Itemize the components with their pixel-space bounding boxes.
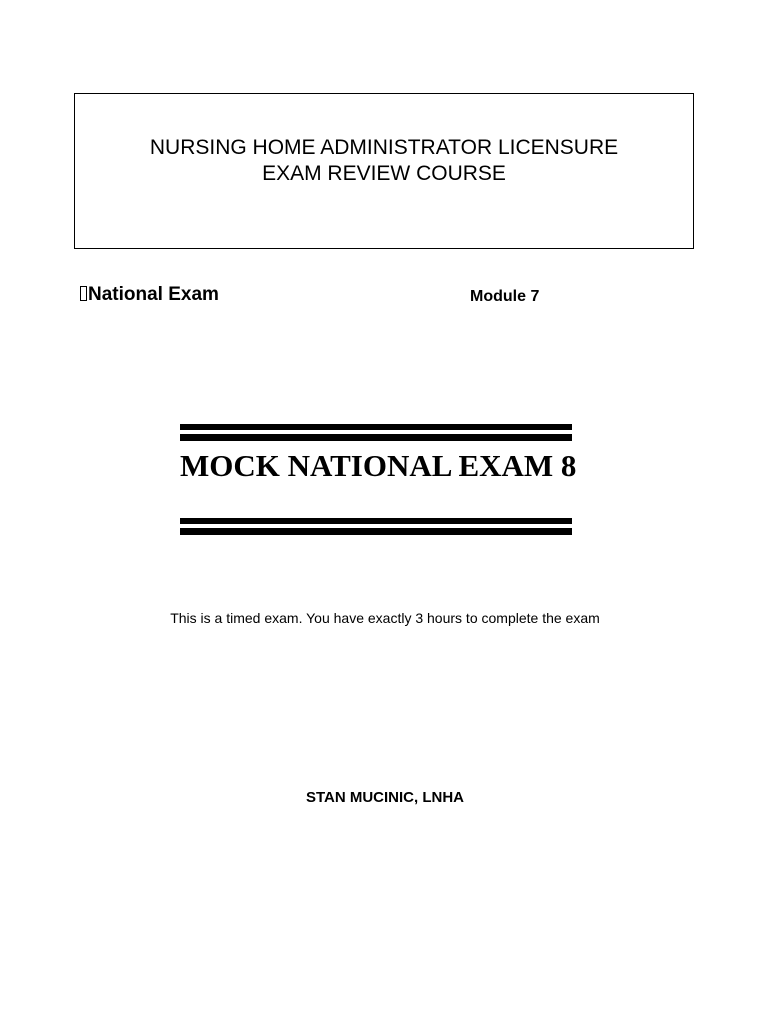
exam-type-text: National Exam xyxy=(88,284,219,305)
module-label: Module 7 xyxy=(470,288,540,305)
title-rule-bottom-thin xyxy=(180,518,572,524)
timed-exam-notice: This is a timed exam. You have exactly 3 hours to complete the exam xyxy=(170,610,600,626)
author-name: STAN MUCINIC, LNHA xyxy=(305,789,465,806)
course-title-line-2: EXAM REVIEW COURSE xyxy=(262,162,506,185)
course-title-line-1: NURSING HOME ADMINISTRATOR LICENSURE xyxy=(149,136,619,159)
title-rule-top-thin xyxy=(180,424,572,430)
title-rule-top-thick xyxy=(180,434,572,441)
page-title: MOCK NATIONAL EXAM 8 xyxy=(180,448,577,483)
exam-type-label xyxy=(80,284,219,306)
course-header-box xyxy=(74,93,694,249)
missing-glyph-icon xyxy=(80,286,87,301)
title-rule-bottom-thick xyxy=(180,528,572,535)
